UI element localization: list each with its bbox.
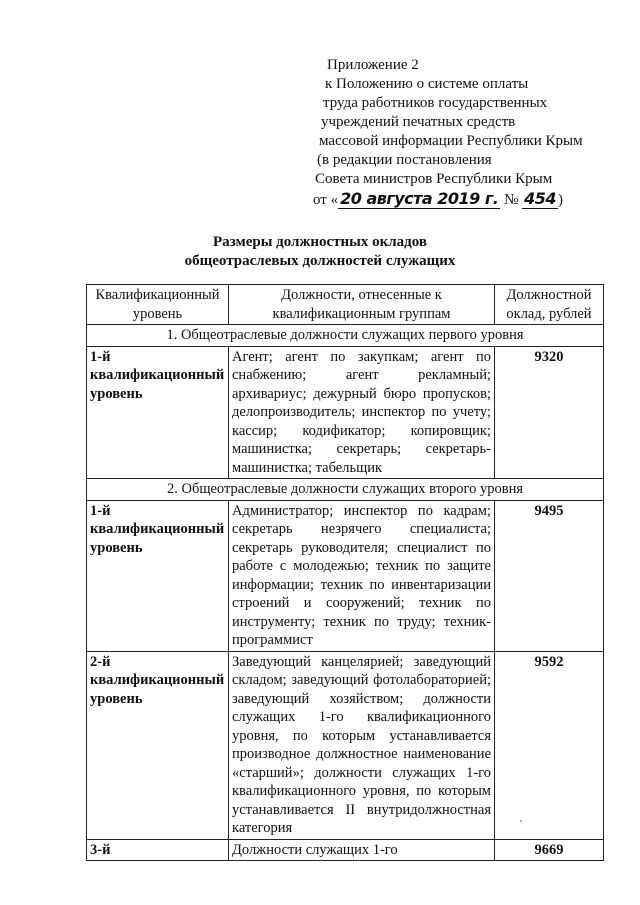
table-header-row — [87, 285, 604, 325]
appendix-header — [313, 56, 613, 210]
header-level: Квалификационный уровень — [87, 285, 229, 325]
handwritten-date: 20 августа 2019 г. — [340, 189, 499, 208]
group-title: 2. Общеотраслевые должности служащих второго уровня — [87, 479, 604, 501]
level-cell: 1-й квалификационный уровень — [87, 346, 229, 479]
posts-cell: Заведующий канцелярией; заведующий складом; заведующий фотолабораторией; заведующий хозяйством; должности служащих 1-го квалификационного уровня, по которым устанавливается производное должностное наименование «старший»; должности служащих 1-го квалификационного уровня, по которым устанавливается II внутридолжностная категория — [229, 651, 495, 839]
salary-cell: 9495 — [495, 500, 604, 651]
appendix-line: труда работников государственных — [323, 95, 548, 111]
title-line-2: общеотраслевых должностей служащих — [184, 253, 456, 269]
group-row — [87, 479, 604, 501]
number-label: № — [504, 192, 519, 208]
level-cell: 2-й квалификационный уровень — [87, 651, 229, 839]
level-cell: 3-й — [87, 839, 229, 861]
document-title — [0, 233, 640, 271]
appendix-line: к Положению о системе оплаты — [325, 76, 529, 92]
header-salary: Должностной оклад, рублей — [495, 285, 604, 325]
from-label: от « — [313, 192, 339, 208]
header-posts: Должности, отнесенные к квалификационным группам — [229, 285, 495, 325]
appendix-line: учреждений печатных средств — [321, 114, 516, 130]
table-row — [87, 839, 604, 861]
handwritten-number: 454 — [524, 189, 557, 208]
group-title: 1. Общеотраслевые должности служащих первого уровня — [87, 325, 604, 347]
appendix-line: Приложение 2 — [327, 57, 419, 73]
appendix-line: (в редакции постановления — [317, 152, 492, 168]
table-row — [87, 651, 604, 839]
group-row — [87, 325, 604, 347]
posts-cell: Администратор; инспектор по кадрам; секретарь незрячего специалиста; секретарь руководителя; специалист по работе с молодежью; техник по защите информации; техник по инвентаризации строений и сооружений; техник по инструменту; техник по труду; техник-программист — [229, 500, 495, 651]
level-cell: 1-й квалификационный уровень — [87, 500, 229, 651]
scan-speck — [520, 820, 522, 822]
title-line-1: Размеры должностных окладов — [213, 234, 427, 250]
appendix-date-line — [313, 189, 613, 210]
appendix-line: Совета министров Республики Крым — [315, 171, 553, 187]
table-row — [87, 346, 604, 479]
salary-table — [86, 284, 604, 861]
appendix-line: массовой информации Республики Крым — [319, 133, 583, 149]
salary-cell: 9669 — [495, 839, 604, 861]
table-row — [87, 500, 604, 651]
close-paren: ) — [558, 192, 564, 208]
posts-cell: Должности служащих 1-го — [229, 839, 495, 861]
salary-cell: 9320 — [495, 346, 604, 479]
posts-cell: Агент; агент по закупкам; агент по снабжению; агент рекламный; архивариус; дежурный бюро пропусков; делопроизводитель; инспектор по учету; кассир; кодификатор; копировщик; машинистка; секретарь; секретарь-машинистка; табельщик — [229, 346, 495, 479]
salary-cell: 9592 — [495, 651, 604, 839]
